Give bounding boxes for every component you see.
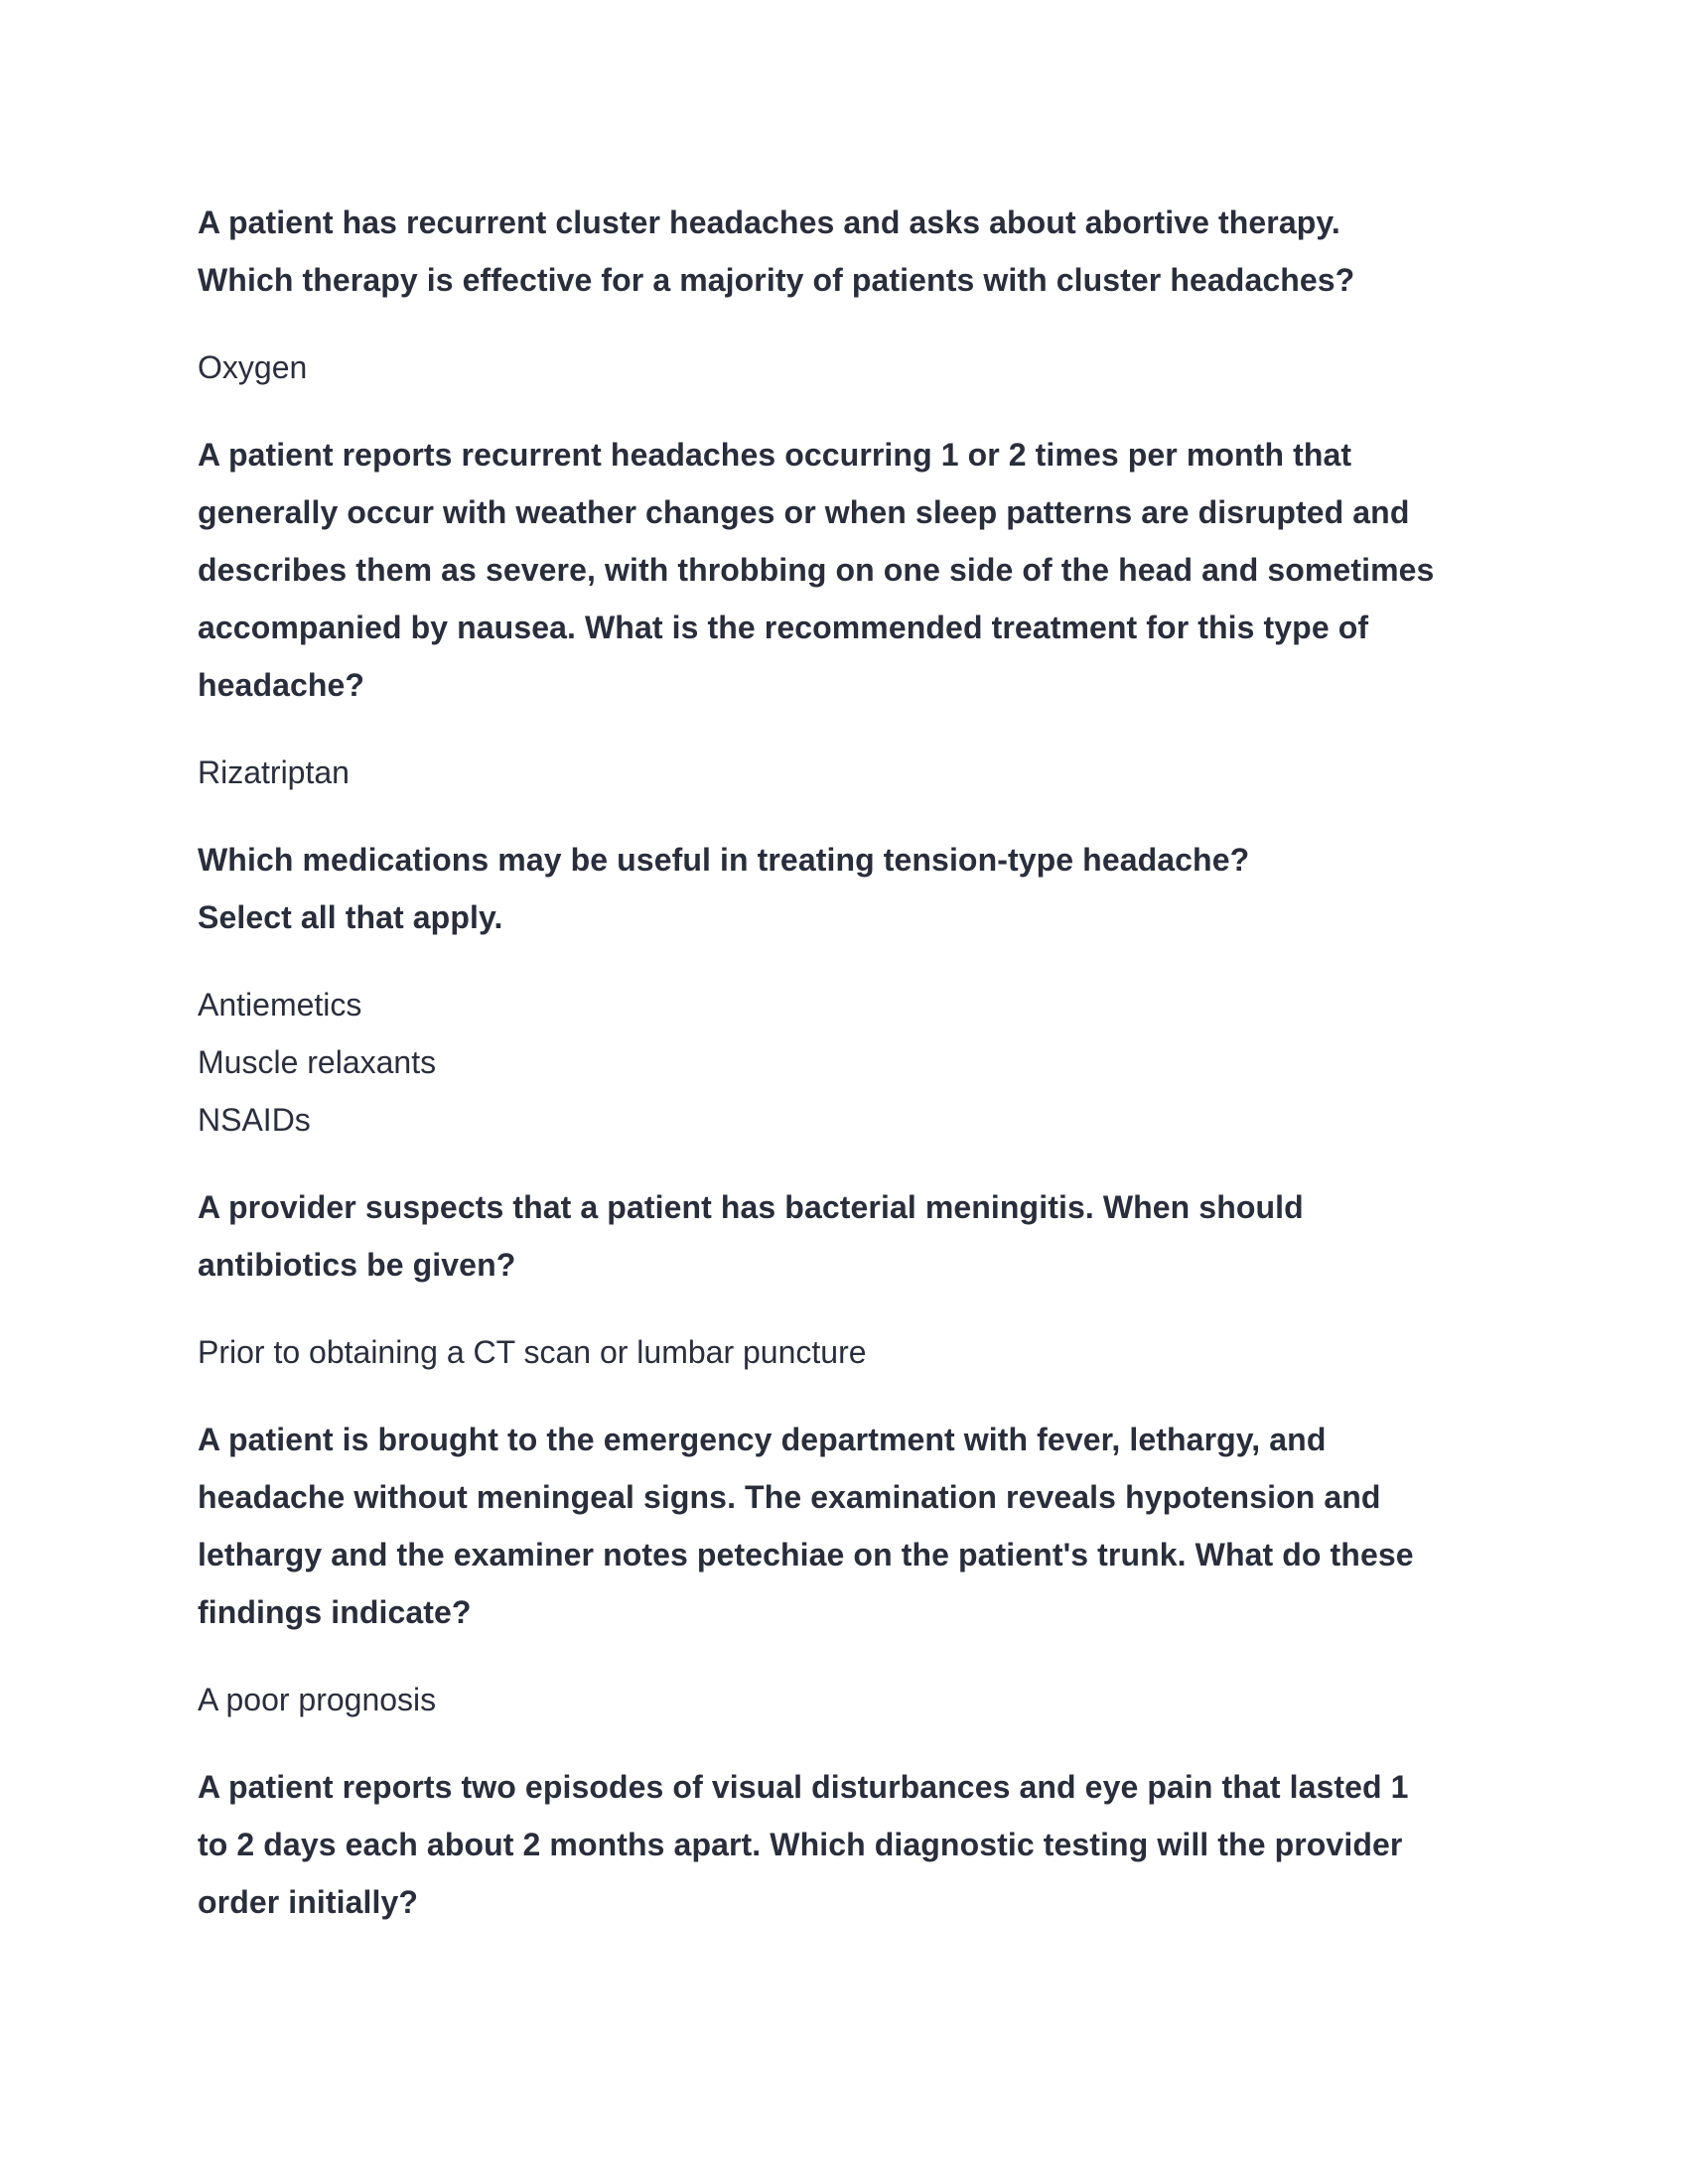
answer-3 (198, 976, 1508, 1149)
question-3 (198, 831, 1508, 946)
question-line: Select all that apply. (198, 899, 503, 935)
answer-line: A poor prognosis (198, 1682, 437, 1717)
document-page (198, 194, 1508, 1961)
answer-1 (198, 339, 1508, 396)
question-line: describes them as severe, with throbbing on one side of the head and sometimes (198, 552, 1435, 588)
question-line: generally occur with weather changes or when sleep patterns are disrupted and (198, 494, 1410, 530)
question-6 (198, 1758, 1508, 1931)
question-4 (198, 1178, 1508, 1294)
answer-line: Muscle relaxants (198, 1044, 437, 1080)
question-line: headache without meningeal signs. The examination reveals hypotension and (198, 1479, 1381, 1515)
answer-4 (198, 1323, 1508, 1381)
answer-2 (198, 744, 1508, 801)
question-line: A patient is brought to the emergency department with fever, lethargy, and (198, 1422, 1327, 1457)
question-line: A patient has recurrent cluster headaches and asks about abortive therapy. (198, 205, 1340, 240)
question-line: headache? (198, 667, 365, 703)
question-line: antibiotics be given? (198, 1247, 516, 1283)
question-1 (198, 194, 1508, 309)
question-line: lethargy and the examiner notes petechiae on the patient's trunk. What do these (198, 1537, 1414, 1572)
question-line: to 2 days each about 2 months apart. Which diagnostic testing will the provider (198, 1827, 1403, 1862)
answer-line: Prior to obtaining a CT scan or lumbar puncture (198, 1334, 867, 1370)
answer-5 (198, 1671, 1508, 1728)
question-line: accompanied by nausea. What is the recommended treatment for this type of (198, 610, 1369, 645)
answer-line: Antiemetics (198, 987, 362, 1023)
question-line: A provider suspects that a patient has bacterial meningitis. When should (198, 1189, 1304, 1225)
question-line: A patient reports two episodes of visual disturbances and eye pain that lasted 1 (198, 1769, 1409, 1805)
answer-line: NSAIDs (198, 1102, 311, 1138)
question-line: order initially? (198, 1884, 419, 1920)
answer-line: Rizatriptan (198, 754, 350, 790)
question-5 (198, 1411, 1508, 1641)
question-line: findings indicate? (198, 1594, 472, 1630)
answer-line: Oxygen (198, 349, 308, 385)
question-2 (198, 426, 1508, 714)
question-line: A patient reports recurrent headaches occurring 1 or 2 times per month that (198, 437, 1352, 473)
question-line: Which therapy is effective for a majority of patients with cluster headaches? (198, 262, 1355, 298)
question-line: Which medications may be useful in treating tension-type headache? (198, 842, 1250, 878)
